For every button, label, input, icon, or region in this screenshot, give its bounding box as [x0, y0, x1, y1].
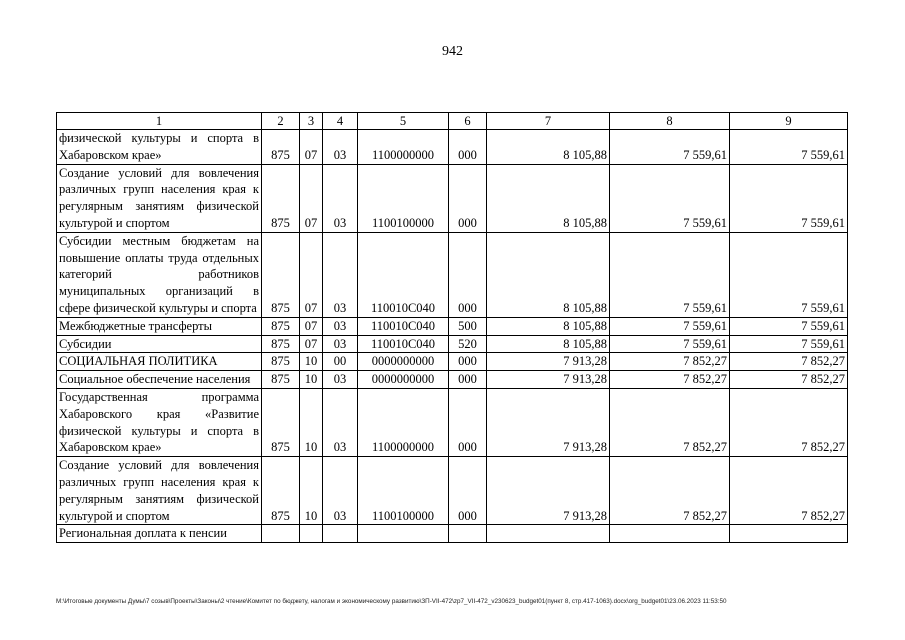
header-cell: 2: [262, 113, 300, 130]
cell-expense-type: 000: [449, 457, 487, 525]
cell-ved: 875: [262, 130, 300, 165]
cell-amount-9: 7 559,61: [730, 232, 848, 317]
cell-ved: 875: [262, 317, 300, 335]
cell-name: СОЦИАЛЬНАЯ ПОЛИТИКА: [57, 353, 262, 371]
cell-section: 10: [300, 353, 323, 371]
cell-amount-8: 7 559,61: [610, 164, 730, 232]
table-row: [57, 317, 848, 335]
cell-amount-7: 8 105,88: [487, 164, 610, 232]
header-cell: 6: [449, 113, 487, 130]
cell-ved: 875: [262, 335, 300, 353]
cell-target-article: 1100000000: [358, 130, 449, 165]
cell-section: 07: [300, 335, 323, 353]
cell-expense-type: 000: [449, 353, 487, 371]
table-body: [57, 130, 848, 543]
cell-expense-type: 000: [449, 232, 487, 317]
header-cell: 8: [610, 113, 730, 130]
cell-name: Субсидии: [57, 335, 262, 353]
cell-subsection: 00: [323, 353, 358, 371]
cell-ved: 875: [262, 353, 300, 371]
cell-ved: 875: [262, 371, 300, 389]
cell-amount-8: 7 559,61: [610, 232, 730, 317]
header-cell: 5: [358, 113, 449, 130]
cell-amount-9: 7 559,61: [730, 130, 848, 165]
cell-amount-9: 7 852,27: [730, 353, 848, 371]
header-cell: 9: [730, 113, 848, 130]
cell-subsection: 03: [323, 317, 358, 335]
cell-amount-8: 7 852,27: [610, 371, 730, 389]
cell-amount-7: 8 105,88: [487, 317, 610, 335]
page-number: 942: [442, 44, 463, 59]
cell-section: 10: [300, 388, 323, 456]
table-row: [57, 130, 848, 165]
cell-amount-8: 7 559,61: [610, 317, 730, 335]
cell-amount-8: 7 559,61: [610, 335, 730, 353]
cell-target-article: 1100100000: [358, 164, 449, 232]
cell-amount-8: 7 852,27: [610, 457, 730, 525]
cell-section: 07: [300, 164, 323, 232]
cell-target-article: 0000000000: [358, 353, 449, 371]
cell-target-article: 110010С040: [358, 317, 449, 335]
cell-target-article: 110010С040: [358, 232, 449, 317]
cell-amount-8: 7 559,61: [610, 130, 730, 165]
cell-name: Социальное обеспечение населения: [57, 371, 262, 389]
budget-table: [56, 112, 848, 543]
table-row: [57, 525, 848, 543]
cell-amount-8: 7 852,27: [610, 353, 730, 371]
file-path-footer: M:\Итоговые документы Думы\7 созыв\Проекты\Законы\2 чтение\Комитет по бюджету, налогам и экономическому развитию\ЗП-VII-472\zp7_VII-472_v230623_budget01(пункт 8, стр.417-1063).docx\org_budget01\23.06.2023 11:53:50: [56, 598, 727, 605]
cell-subsection: [323, 525, 358, 543]
cell-amount-9: 7 559,61: [730, 317, 848, 335]
cell-amount-7: 7 913,28: [487, 457, 610, 525]
cell-name: Создание условий для вовлечения различных групп населения края к регулярным занятиям физической культурой и спортом: [57, 457, 262, 525]
cell-ved: 875: [262, 232, 300, 317]
cell-name: Создание условий для вовлечения различных групп населения края к регулярным занятиям физической культурой и спортом: [57, 164, 262, 232]
cell-ved: 875: [262, 164, 300, 232]
cell-section: 07: [300, 232, 323, 317]
cell-section: 10: [300, 371, 323, 389]
table-row: [57, 388, 848, 456]
cell-expense-type: 000: [449, 371, 487, 389]
table-header-row: [57, 113, 848, 130]
cell-ved: [262, 525, 300, 543]
cell-expense-type: 000: [449, 130, 487, 165]
cell-amount-7: 8 105,88: [487, 232, 610, 317]
cell-subsection: 03: [323, 457, 358, 525]
cell-target-article: 1100100000: [358, 457, 449, 525]
header-cell: 7: [487, 113, 610, 130]
cell-subsection: 03: [323, 130, 358, 165]
cell-expense-type: 000: [449, 164, 487, 232]
table-row: [57, 353, 848, 371]
cell-amount-8: 7 852,27: [610, 388, 730, 456]
cell-amount-9: 7 852,27: [730, 457, 848, 525]
table-row: [57, 335, 848, 353]
cell-target-article: [358, 525, 449, 543]
cell-name: физической культуры и спорта в Хабаровском крае»: [57, 130, 262, 165]
cell-subsection: 03: [323, 371, 358, 389]
header-cell: 1: [57, 113, 262, 130]
cell-section: 07: [300, 130, 323, 165]
table-row: [57, 232, 848, 317]
cell-expense-type: [449, 525, 487, 543]
cell-target-article: 0000000000: [358, 371, 449, 389]
cell-amount-7: 8 105,88: [487, 335, 610, 353]
cell-expense-type: 500: [449, 317, 487, 335]
cell-amount-7: 7 913,28: [487, 388, 610, 456]
cell-name: Межбюджетные трансферты: [57, 317, 262, 335]
cell-amount-7: 7 913,28: [487, 371, 610, 389]
cell-ved: 875: [262, 388, 300, 456]
table-row: [57, 457, 848, 525]
cell-amount-9: [730, 525, 848, 543]
cell-name: Региональная доплата к пенсии: [57, 525, 262, 543]
cell-target-article: 110010С040: [358, 335, 449, 353]
cell-name: Субсидии местным бюджетам на повышение оплаты труда отдельных категорий работников муниципальных организаций в сфере физической культуры и спорта: [57, 232, 262, 317]
cell-target-article: 1100000000: [358, 388, 449, 456]
cell-section: 10: [300, 457, 323, 525]
cell-section: [300, 525, 323, 543]
cell-subsection: 03: [323, 335, 358, 353]
cell-amount-8: [610, 525, 730, 543]
cell-expense-type: 520: [449, 335, 487, 353]
cell-amount-7: [487, 525, 610, 543]
cell-expense-type: 000: [449, 388, 487, 456]
cell-amount-9: 7 852,27: [730, 371, 848, 389]
table-row: [57, 371, 848, 389]
cell-subsection: 03: [323, 164, 358, 232]
table-row: [57, 164, 848, 232]
cell-amount-9: 7 852,27: [730, 388, 848, 456]
cell-amount-9: 7 559,61: [730, 164, 848, 232]
cell-amount-9: 7 559,61: [730, 335, 848, 353]
cell-amount-7: 7 913,28: [487, 353, 610, 371]
cell-section: 07: [300, 317, 323, 335]
cell-subsection: 03: [323, 388, 358, 456]
header-cell: 4: [323, 113, 358, 130]
cell-subsection: 03: [323, 232, 358, 317]
cell-amount-7: 8 105,88: [487, 130, 610, 165]
cell-ved: 875: [262, 457, 300, 525]
cell-name: Государственная программа Хабаровского края «Развитие физической культуры и спорта в Хабаровском крае»: [57, 388, 262, 456]
header-cell: 3: [300, 113, 323, 130]
